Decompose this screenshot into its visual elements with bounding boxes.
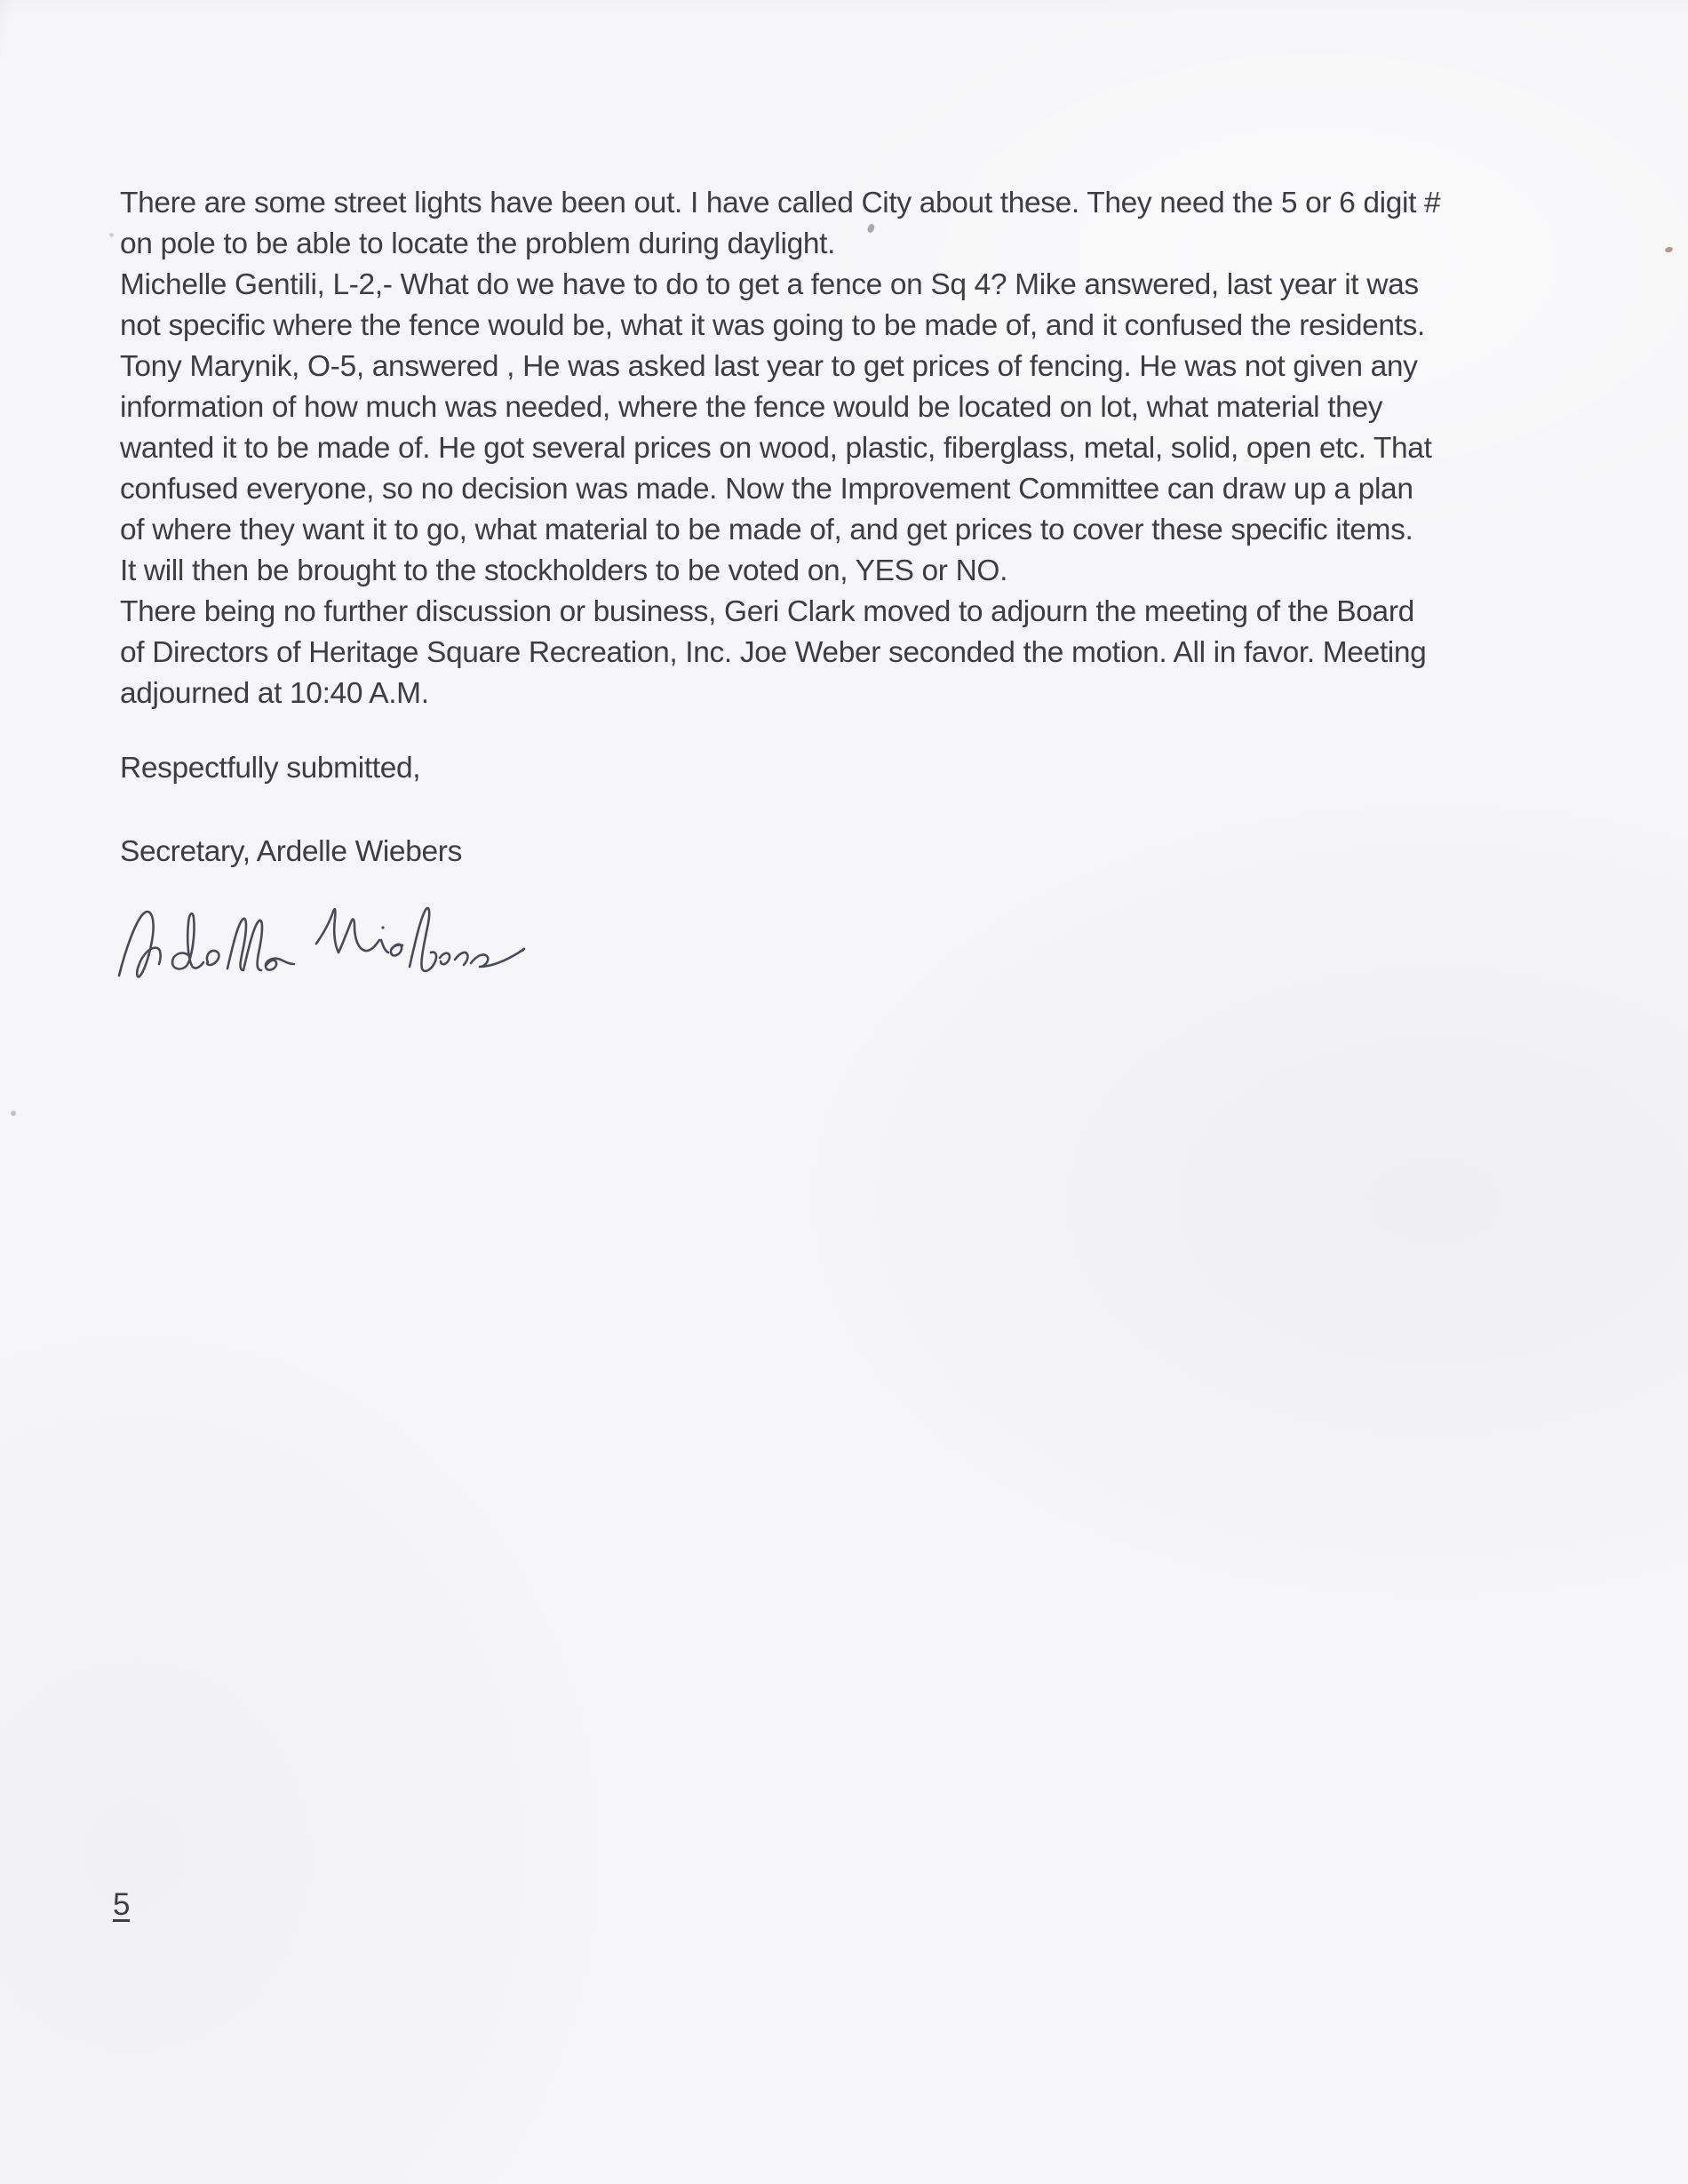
- body-line: Tony Marynik, O-5, answered , He was asked last year to get prices of fencing. He was not given any: [120, 350, 1418, 383]
- body-line: There are some street lights have been out. I have called City about these. They need the 5 or 6 digit #: [120, 187, 1441, 219]
- body-line: wanted it to be made of. He got several prices on wood, plastic, fiberglass, metal, solid, open etc. That: [120, 432, 1432, 465]
- scan-speck: [1664, 246, 1673, 253]
- closing-respectfully-submitted: Respectfully submitted,: [120, 752, 421, 785]
- body-line: of where they want it to go, what material to be made of, and get prices to cover these specific items.: [120, 514, 1413, 546]
- closing-secretary-line: Secretary, Ardelle Wiebers: [120, 835, 462, 868]
- body-line: on pole to be able to locate the problem during daylight.: [120, 227, 836, 260]
- page-number: 5: [113, 1887, 131, 1922]
- body-line: information of how much was needed, where the fence would be located on lot, what material they: [120, 391, 1383, 424]
- body-line: adjourned at 10:40 A.M.: [120, 677, 429, 710]
- body-line: not specific where the fence would be, what it was going to be made of, and it confused the residents.: [120, 309, 1425, 342]
- body-line: confused everyone, so no decision was made. Now the Improvement Committee can draw up a plan: [120, 473, 1413, 506]
- scan-speck: [11, 1111, 16, 1116]
- minutes-body-text: [120, 183, 1577, 714]
- body-line: Michelle Gentili, L-2,- What do we have to do to get a fence on Sq 4? Mike answered, last year it was: [120, 268, 1419, 301]
- handwritten-signature-ardelle-wiebers: [114, 887, 549, 1004]
- body-line: of Directors of Heritage Square Recreation, Inc. Joe Weber seconded the motion. All in favor. Meeting: [120, 636, 1427, 669]
- signature-ink-strokes: [114, 887, 549, 1004]
- body-line: There being no further discussion or business, Geri Clark moved to adjourn the meeting of the Board: [120, 595, 1414, 628]
- body-line: It will then be brought to the stockholders to be voted on, YES or NO.: [120, 554, 1008, 587]
- scan-speck: [109, 233, 114, 237]
